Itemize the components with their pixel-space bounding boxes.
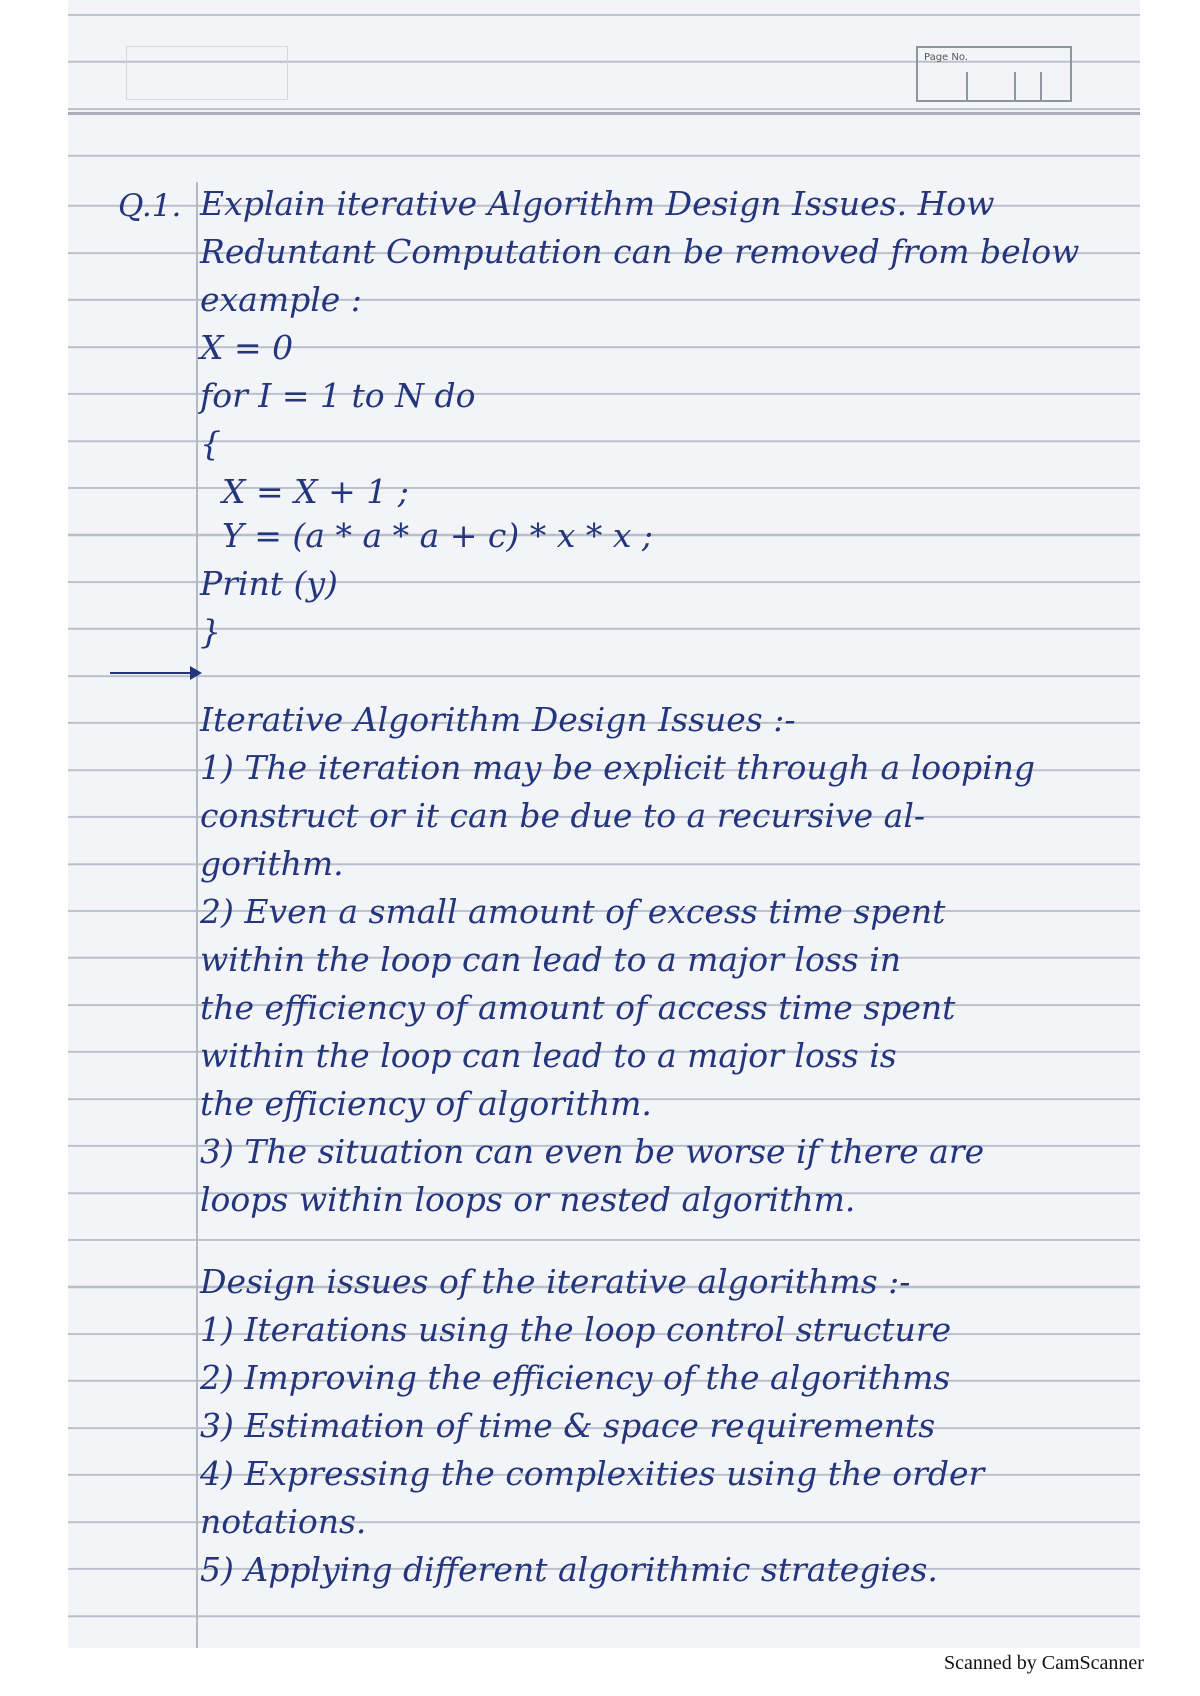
answer-line: construct or it can be due to a recursive al- [200,796,926,835]
answer-line: the efficiency of amount of access time spent [200,988,956,1027]
page-number-label: Page No. [924,52,968,63]
design-issue-line: 5) Applying different algorithmic strategies. [200,1550,938,1589]
design-issue-line: 4) Expressing the complexities using the order [200,1454,985,1493]
answer-arrow [110,672,200,674]
scanner-watermark: Scanned by CamScanner [944,1652,1144,1674]
answer-heading: Iterative Algorithm Design Issues :- [200,700,796,739]
answer-line: gorithm. [200,844,344,883]
design-issue-line: 1) Iterations using the loop control structure [200,1310,952,1349]
answer-line: 3) The situation can even be worse if there are [200,1132,985,1171]
answer-line: within the loop can lead to a major loss is [200,1036,897,1075]
page-number-box [916,46,1072,102]
top-rule [68,112,1140,115]
code-line: for I = 1 to N do [200,376,476,415]
design-issue-line: 3) Estimation of time & space requirements [200,1406,936,1445]
margin-line [196,182,198,1648]
design-issue-line: 2) Improving the efficiency of the algorithms [200,1358,951,1397]
answer-line: loops within loops or nested algorithm. [200,1180,856,1219]
page-number-cell [1040,72,1042,100]
question-line: example : [200,280,362,319]
page-number-cell [1014,72,1016,100]
answer-line: 2) Even a small amount of excess time spent [200,892,946,931]
page-number-cell [966,72,968,100]
question-line: Explain iterative Algorithm Design Issues. How [200,184,995,223]
code-line: Y = (a * a * a + c) * x * x ; [222,516,654,555]
design-issues-heading: Design issues of the iterative algorithms :- [200,1262,911,1301]
code-line: X = 0 [200,328,294,367]
code-line: } [200,612,221,651]
date-box [126,46,288,100]
answer-line: within the loop can lead to a major loss in [200,940,902,979]
question-line: Reduntant Computation can be removed from below [200,232,1080,271]
answer-line: the efficiency of algorithm. [200,1084,652,1123]
question-number: Q.1. [118,188,182,224]
code-line: X = X + 1 ; [222,472,409,511]
design-issue-line: notations. [200,1502,367,1541]
code-line: { [200,424,221,463]
answer-line: 1) The iteration may be explicit through a looping [200,748,1036,787]
code-line: Print (y) [200,564,338,603]
